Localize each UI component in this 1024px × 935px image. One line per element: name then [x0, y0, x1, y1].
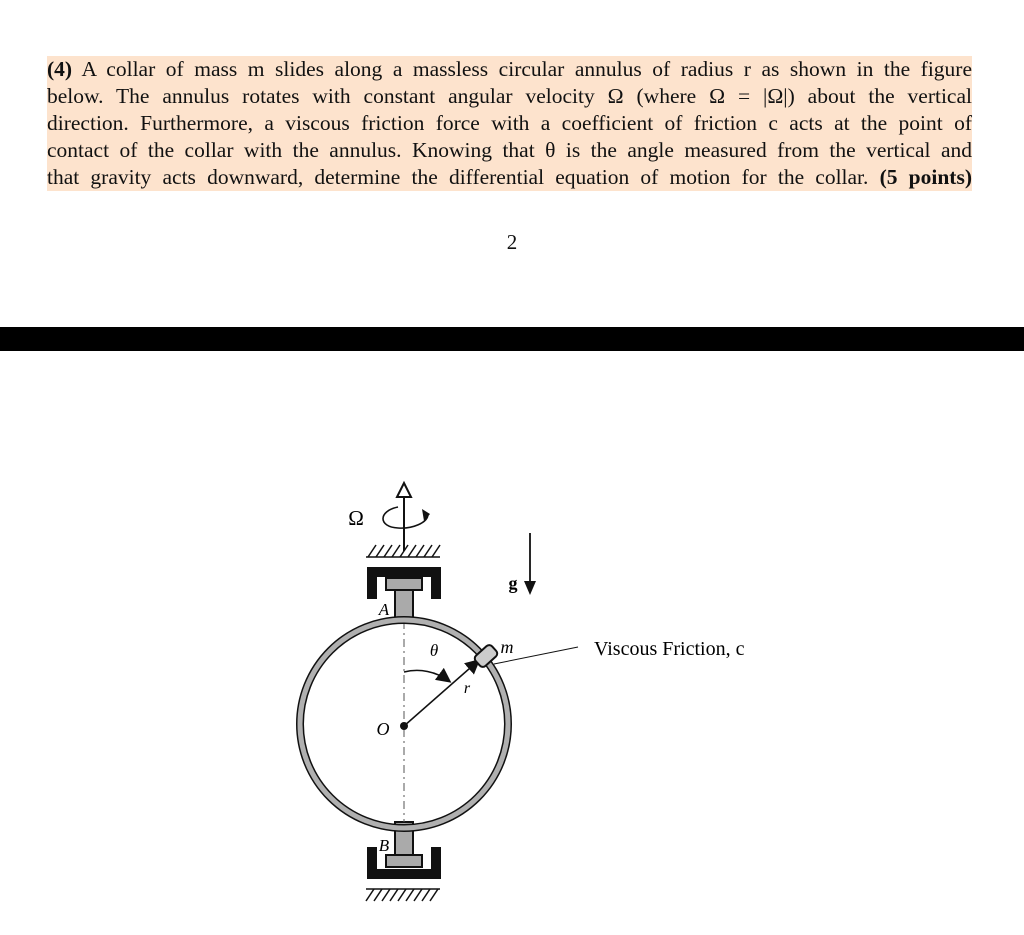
rotation-arrow-icon	[383, 507, 430, 528]
support-a-label: A	[378, 600, 390, 619]
problem-line-3: direction. Furthermore, a viscous friction force with a coefficient of friction c acts at the point of	[47, 111, 972, 135]
center-label: O	[376, 719, 390, 739]
shaft-arrow	[397, 483, 411, 551]
problem-number: (4)	[47, 57, 73, 81]
mass-label: m	[500, 637, 514, 657]
problem-line-2: below. The annulus rotates with constant angular velocity Ω (where Ω = |Ω|) about the vertical	[47, 84, 972, 108]
support-b-label: B	[378, 836, 390, 855]
problem-line-1	[47, 56, 972, 83]
problem-line-4: contact of the collar with the annulus. Knowing that θ is the angle measured from the vertical and	[47, 138, 972, 162]
theta-label: θ	[429, 641, 439, 660]
problem-line-5	[47, 164, 972, 191]
problem-statement	[47, 56, 972, 191]
gravity-arrow-head	[524, 581, 536, 595]
problem-line-5-text: that gravity acts downward, determine the differential equation of motion for the collar.	[47, 165, 869, 189]
page-number: 2	[506, 230, 518, 254]
theta-arc	[404, 670, 449, 681]
gravity-label: g	[508, 573, 518, 593]
problem-line-1-text: A collar of mass m slides along a massless circular annulus of radius r as shown in the figure	[81, 57, 972, 81]
bottom-ground-hatch	[366, 889, 440, 901]
points-label: (5 points)	[879, 165, 972, 189]
radius-label: r	[463, 680, 471, 697]
page-divider	[0, 327, 1024, 351]
figure-area	[0, 351, 1024, 930]
omega-label: Ω	[348, 506, 364, 530]
friction-label: Viscous Friction, c	[594, 638, 745, 660]
mechanics-diagram	[0, 351, 1024, 930]
